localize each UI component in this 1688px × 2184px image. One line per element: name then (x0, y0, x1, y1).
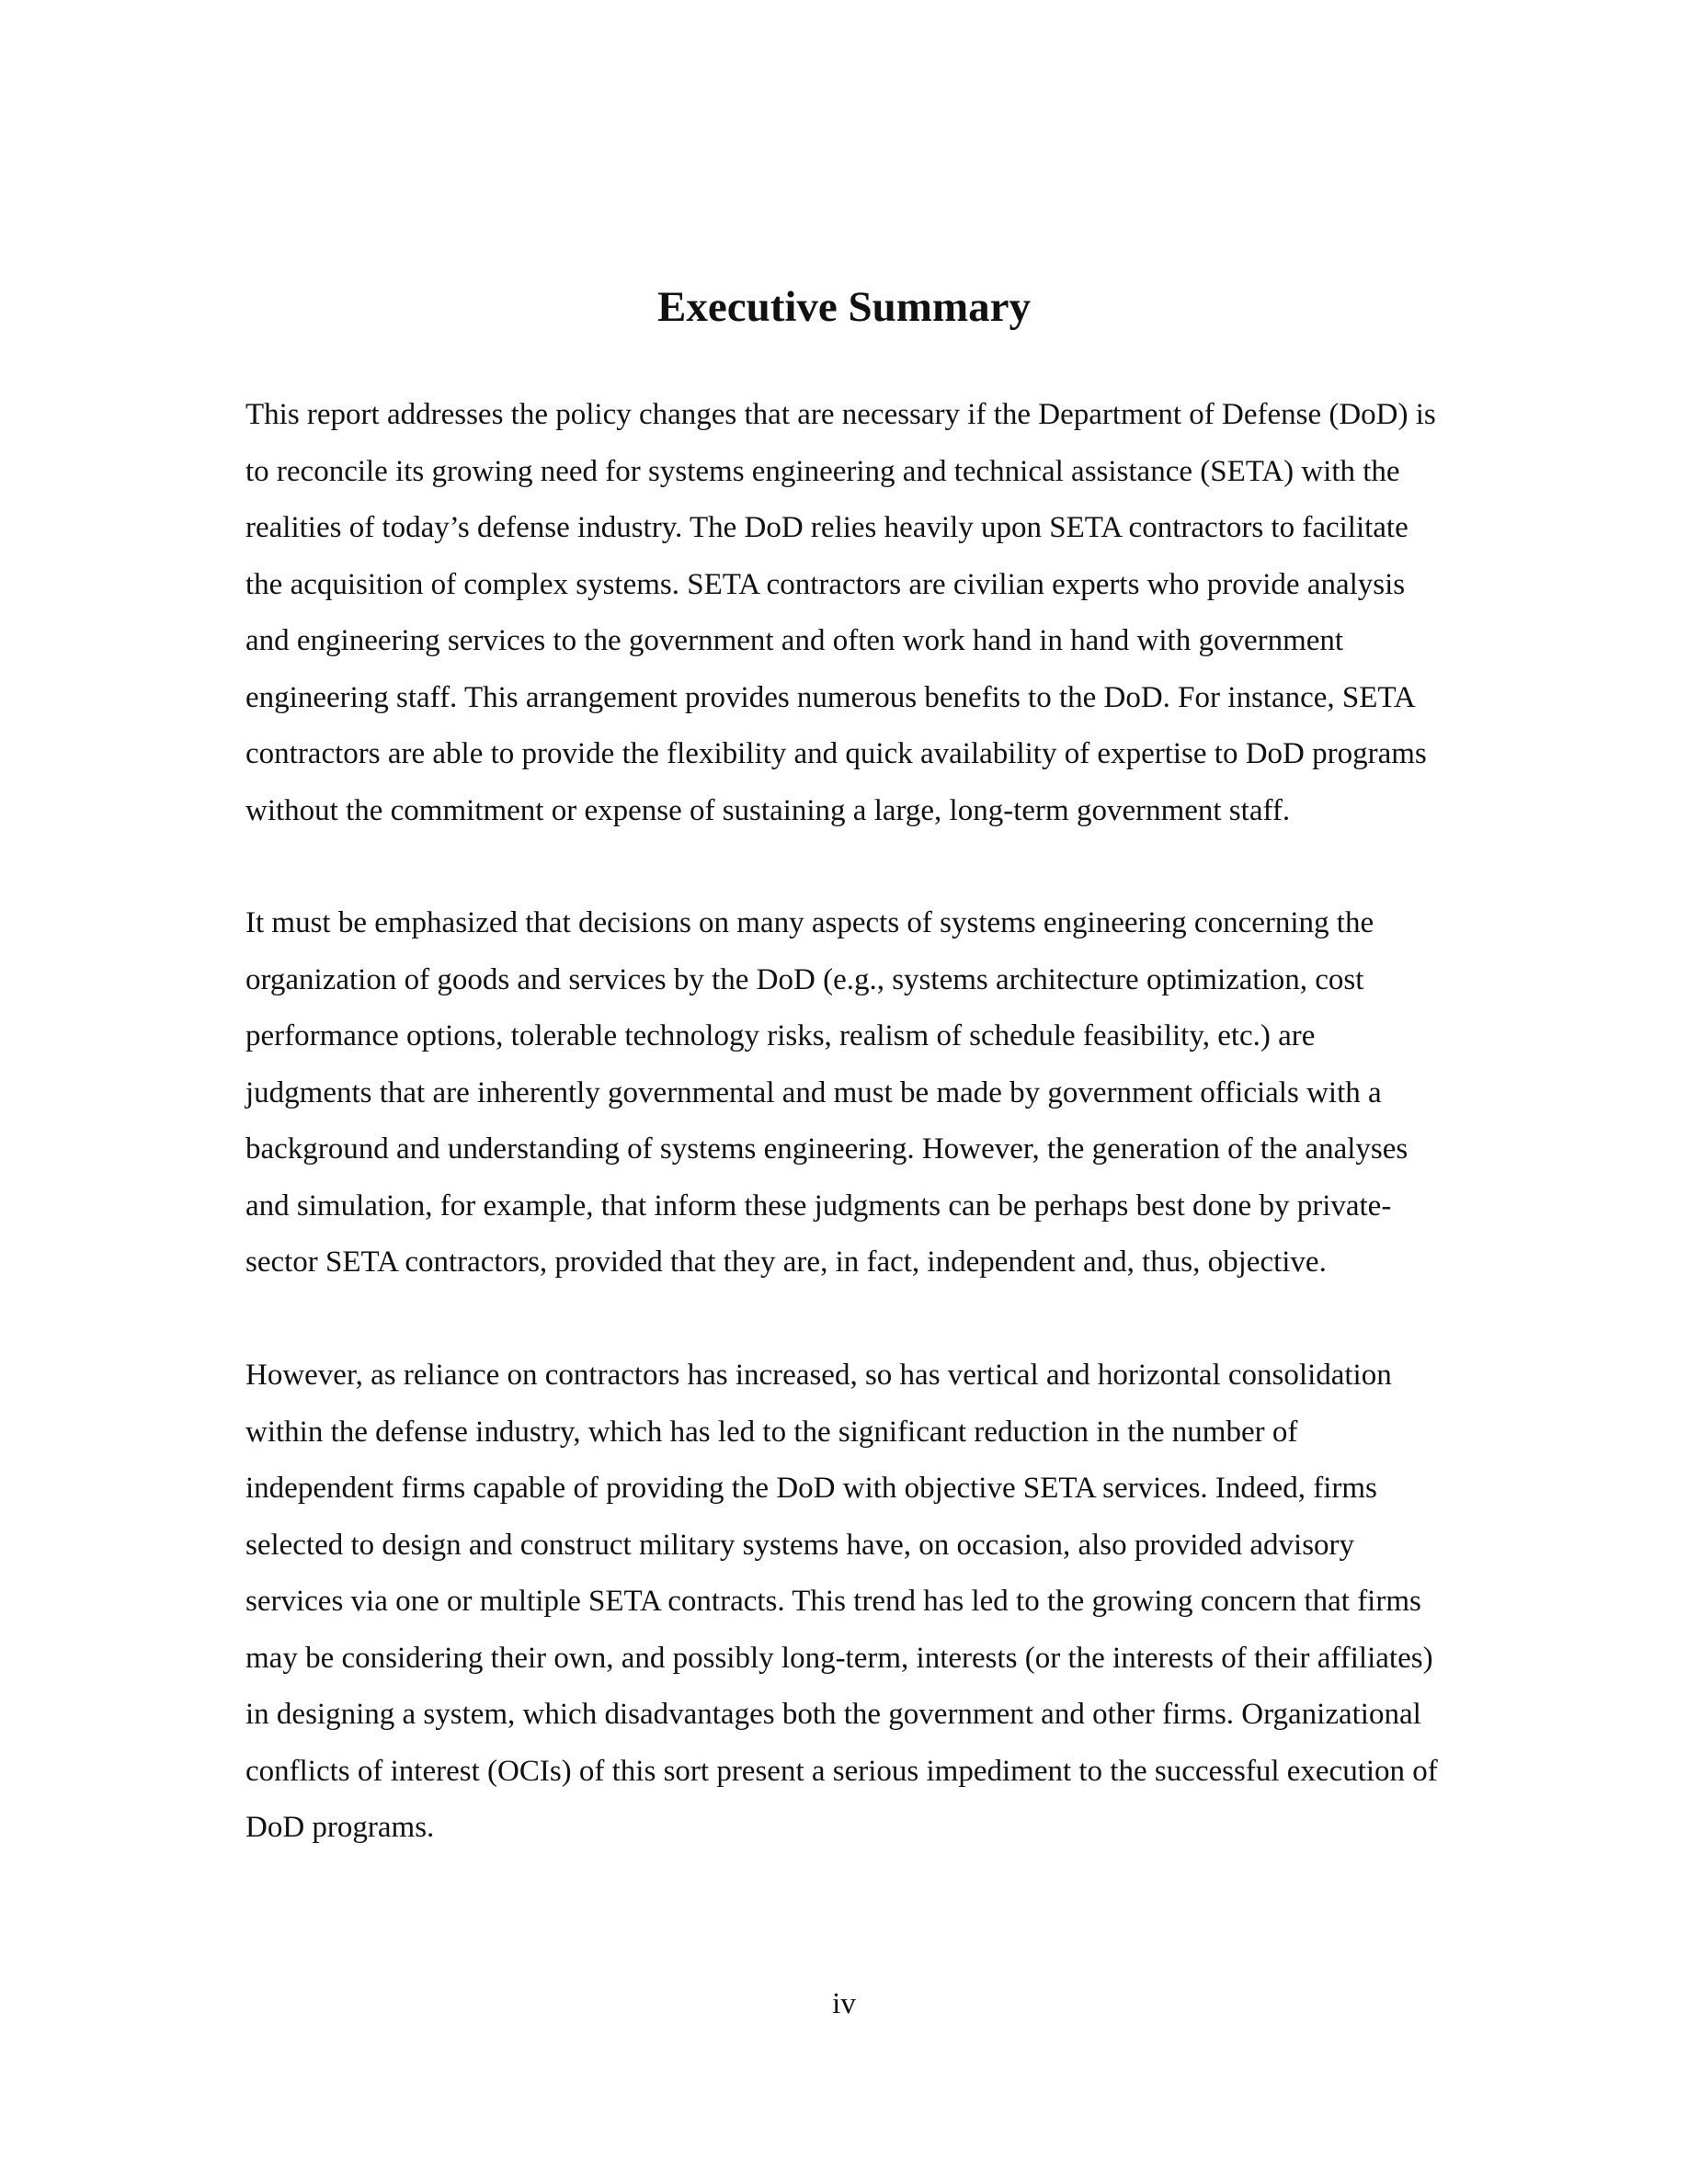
paragraph-line: sector SETA contractors, provided that they are, in fact, independent and, thus, objective. (245, 1246, 1327, 1279)
page-number: iv (832, 1987, 856, 2020)
paragraph-line: realities of today’s defense industry. The DoD relies heavily upon SETA contractors to facilitate (245, 511, 1409, 544)
paragraph-line: and simulation, for example, that inform these judgments can be perhaps best done by private- (245, 1189, 1392, 1223)
paragraph-line: the acquisition of complex systems. SETA contractors are civilian experts who provide analysis (245, 567, 1406, 601)
paragraph-2 (245, 895, 1551, 1291)
paragraph-line: to reconcile its growing need for systems engineering and technical assistance (SETA) with the (245, 454, 1400, 488)
page-title: Executive Summary (657, 283, 1031, 331)
paragraph-line: organization of goods and services by the DoD (e.g., systems architecture optimization, cost (245, 962, 1364, 996)
paragraph-line: performance options, tolerable technology risks, realism of schedule feasibility, etc.) are (245, 1019, 1316, 1052)
paragraph-line: independent firms capable of providing the DoD with objective SETA services. Indeed, firms (245, 1472, 1377, 1505)
paragraph-line: selected to design and construct military systems have, on occasion, also provided advisory (245, 1528, 1355, 1562)
paragraph-line: It must be emphasized that decisions on many aspects of systems engineering concerning the (245, 906, 1374, 939)
paragraph-1 (245, 387, 1551, 839)
paragraph-line: However, as reliance on contractors has increased, so has vertical and horizontal consolidation (245, 1359, 1392, 1392)
paragraph-line: without the commitment or expense of sustaining a large, long-term government staff. (245, 793, 1291, 827)
paragraph-line: conflicts of interest (OCIs) of this sort present a serious impediment to the successful execution of (245, 1754, 1438, 1788)
paragraph-line: judgments that are inherently governmental and must be made by government officials with a (245, 1075, 1382, 1109)
paragraph-3 (245, 1348, 1551, 1857)
paragraph-line: within the defense industry, which has led to the significant reduction in the number of (245, 1415, 1298, 1449)
paragraph-line: contractors are able to provide the flexibility and quick availability of expertise to DoD programs (245, 737, 1427, 770)
paragraph-line: in designing a system, which disadvantages both the government and other firms. Organizational (245, 1698, 1421, 1731)
paragraph-line: background and understanding of systems engineering. However, the generation of the analyses (245, 1132, 1409, 1166)
paragraph-line: and engineering services to the government and often work hand in hand with government (245, 624, 1344, 657)
paragraph-line: DoD programs. (245, 1811, 435, 1844)
paragraph-line: This report addresses the policy changes that are necessary if the Department of Defense (DoD) is (245, 398, 1436, 431)
paragraph-line: services via one or multiple SETA contracts. This trend has led to the growing concern that firms (245, 1585, 1421, 1618)
paragraph-line: engineering staff. This arrangement provides numerous benefits to the DoD. For instance, SETA (245, 680, 1416, 714)
paragraph-line: may be considering their own, and possibly long-term, interests (or the interests of their affiliates) (245, 1641, 1433, 1675)
